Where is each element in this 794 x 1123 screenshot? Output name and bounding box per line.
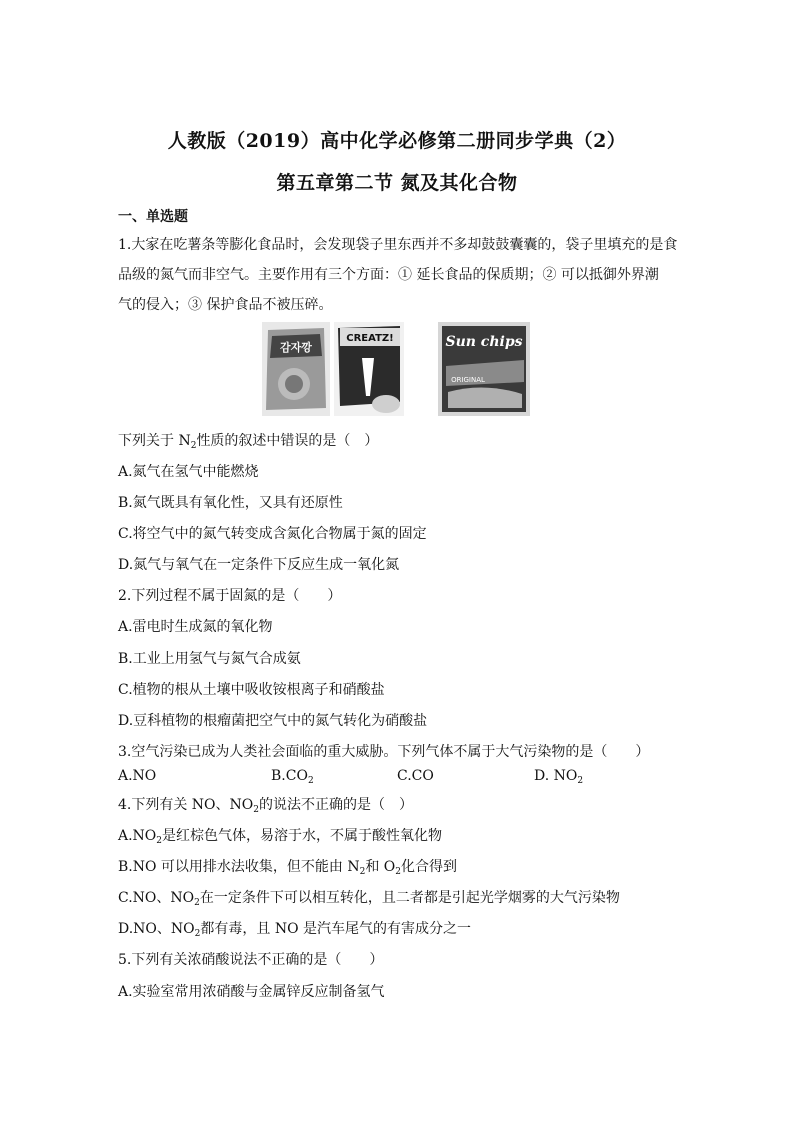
q1-question-sub: 2 xyxy=(190,441,197,451)
q4-b-sub1: 2 xyxy=(359,867,366,877)
q4-stem-b: 的说法不正确的是（ ） xyxy=(259,797,413,813)
q2-option-b[interactable]: B.工业上用氢气与氮气合成氨 xyxy=(118,651,301,667)
q4-c-sub: 2 xyxy=(194,898,200,908)
q4-b-part3: 化合得到 xyxy=(401,859,458,875)
q4-b-part2: 和 O xyxy=(365,859,396,875)
q1-question-suffix: 性质的叙述中错误的是（ ） xyxy=(196,433,379,449)
q4-stem-sub: 2 xyxy=(253,805,259,815)
q4-a-part1: A.NO xyxy=(118,828,157,844)
snack-bag-photos xyxy=(262,322,532,416)
q1-stem-line-3: 气的侵入；③ 保护食品不被压碎。 xyxy=(118,297,333,313)
q4-d-part1: D.NO、NO xyxy=(118,921,195,937)
q1-stem-line-1: 1.大家在吃薯条等膨化食品时，会发现袋子里东西并不多却鼓鼓囊囊的，袋子里填充的是食 xyxy=(118,237,678,253)
q3-option-b[interactable] xyxy=(271,768,314,786)
q3-option-d[interactable] xyxy=(534,768,583,786)
snack-bag-photo-3 xyxy=(438,322,530,416)
q3-option-d-sub: 2 xyxy=(577,776,584,786)
q3-option-c[interactable]: C.CO xyxy=(397,768,434,784)
q4-stem-a: 4.下列有关 NO、NO xyxy=(118,797,254,813)
q3-stem: 3.空气污染已成为人类社会面临的重大威胁。下列气体不属于大气污染物的是（ ） xyxy=(118,744,650,760)
q1-option-d[interactable]: D.氮气与氧气在一定条件下反应生成一氧化氮 xyxy=(118,557,400,573)
q2-option-c[interactable]: C.植物的根从土壤中吸收铵根离子和硝酸盐 xyxy=(118,682,385,698)
q4-option-b[interactable] xyxy=(118,856,457,877)
document-subtitle: 第五章第二节 氮及其化合物 xyxy=(276,172,518,194)
q4-option-c[interactable] xyxy=(118,887,620,908)
q1-option-a[interactable]: A.氮气在氢气中能燃烧 xyxy=(118,464,259,480)
q4-option-a[interactable] xyxy=(118,825,442,846)
document-title: 人教版（2019）高中化学必修第二册同步学典（2） xyxy=(167,130,627,152)
q1-stem-line-2: 品级的氮气而非空气。主要作用有三个方面：① 延长食品的保质期；② 可以抵御外界潮 xyxy=(118,267,659,283)
q3-option-d-main: D. NO xyxy=(534,768,578,784)
q4-b-sub2: 2 xyxy=(395,867,402,877)
q1-question xyxy=(118,430,378,451)
q4-b-part1: B.NO 可以用排水法收集，但不能由 N xyxy=(118,859,360,875)
q4-a-sub: 2 xyxy=(156,836,163,846)
q3-option-b-main: B.CO xyxy=(271,768,308,784)
q1-question-prefix: 下列关于 N xyxy=(118,433,191,449)
pic1-label: 감자깡 xyxy=(280,341,312,354)
pic3-sublabel: ORIGINAL xyxy=(451,376,485,384)
q4-stem xyxy=(118,794,413,815)
q2-option-d[interactable]: D.豆科植物的根瘤菌把空气中的氮气转化为硝酸盐 xyxy=(118,713,428,729)
q1-option-b[interactable]: B.氮气既具有氧化性，又具有还原性 xyxy=(118,495,343,511)
q4-a-part2: 是红棕色气体，易溶于水，不属于酸性氧化物 xyxy=(162,828,443,844)
q2-stem: 2.下列过程不属于固氮的是（ ） xyxy=(118,588,342,604)
q4-d-sub: 2 xyxy=(194,929,201,939)
q3-option-a[interactable]: A.NO xyxy=(118,768,157,784)
q3-option-b-sub: 2 xyxy=(307,776,314,786)
section-heading: 一、单选题 xyxy=(118,209,188,225)
pic2-label: CREATZ! xyxy=(346,333,394,344)
q4-c-part1: C.NO、NO xyxy=(118,890,195,906)
q4-d-part2: 都有毒，且 NO 是汽车尾气的有害成分之一 xyxy=(200,921,472,937)
q2-option-a[interactable]: A.雷电时生成氮的氧化物 xyxy=(118,619,273,635)
snack-bag-photo-1 xyxy=(262,322,330,416)
q4-c-part2: 在一定条件下可以相互转化，且二者都是引起光学烟雾的大气污染物 xyxy=(199,890,620,906)
q5-option-a[interactable]: A.实验室常用浓硝酸与金属锌反应制备氢气 xyxy=(118,984,385,1000)
q5-stem: 5.下列有关浓硝酸说法不正确的是（ ） xyxy=(118,952,384,968)
q3-options xyxy=(118,768,678,786)
q4-option-d[interactable] xyxy=(118,918,471,939)
pic3-label: Sun chips xyxy=(445,334,523,350)
q1-option-c[interactable]: C.将空气中的氮气转变成含氮化合物属于氮的固定 xyxy=(118,526,427,542)
snack-bag-photo-2 xyxy=(334,322,404,416)
